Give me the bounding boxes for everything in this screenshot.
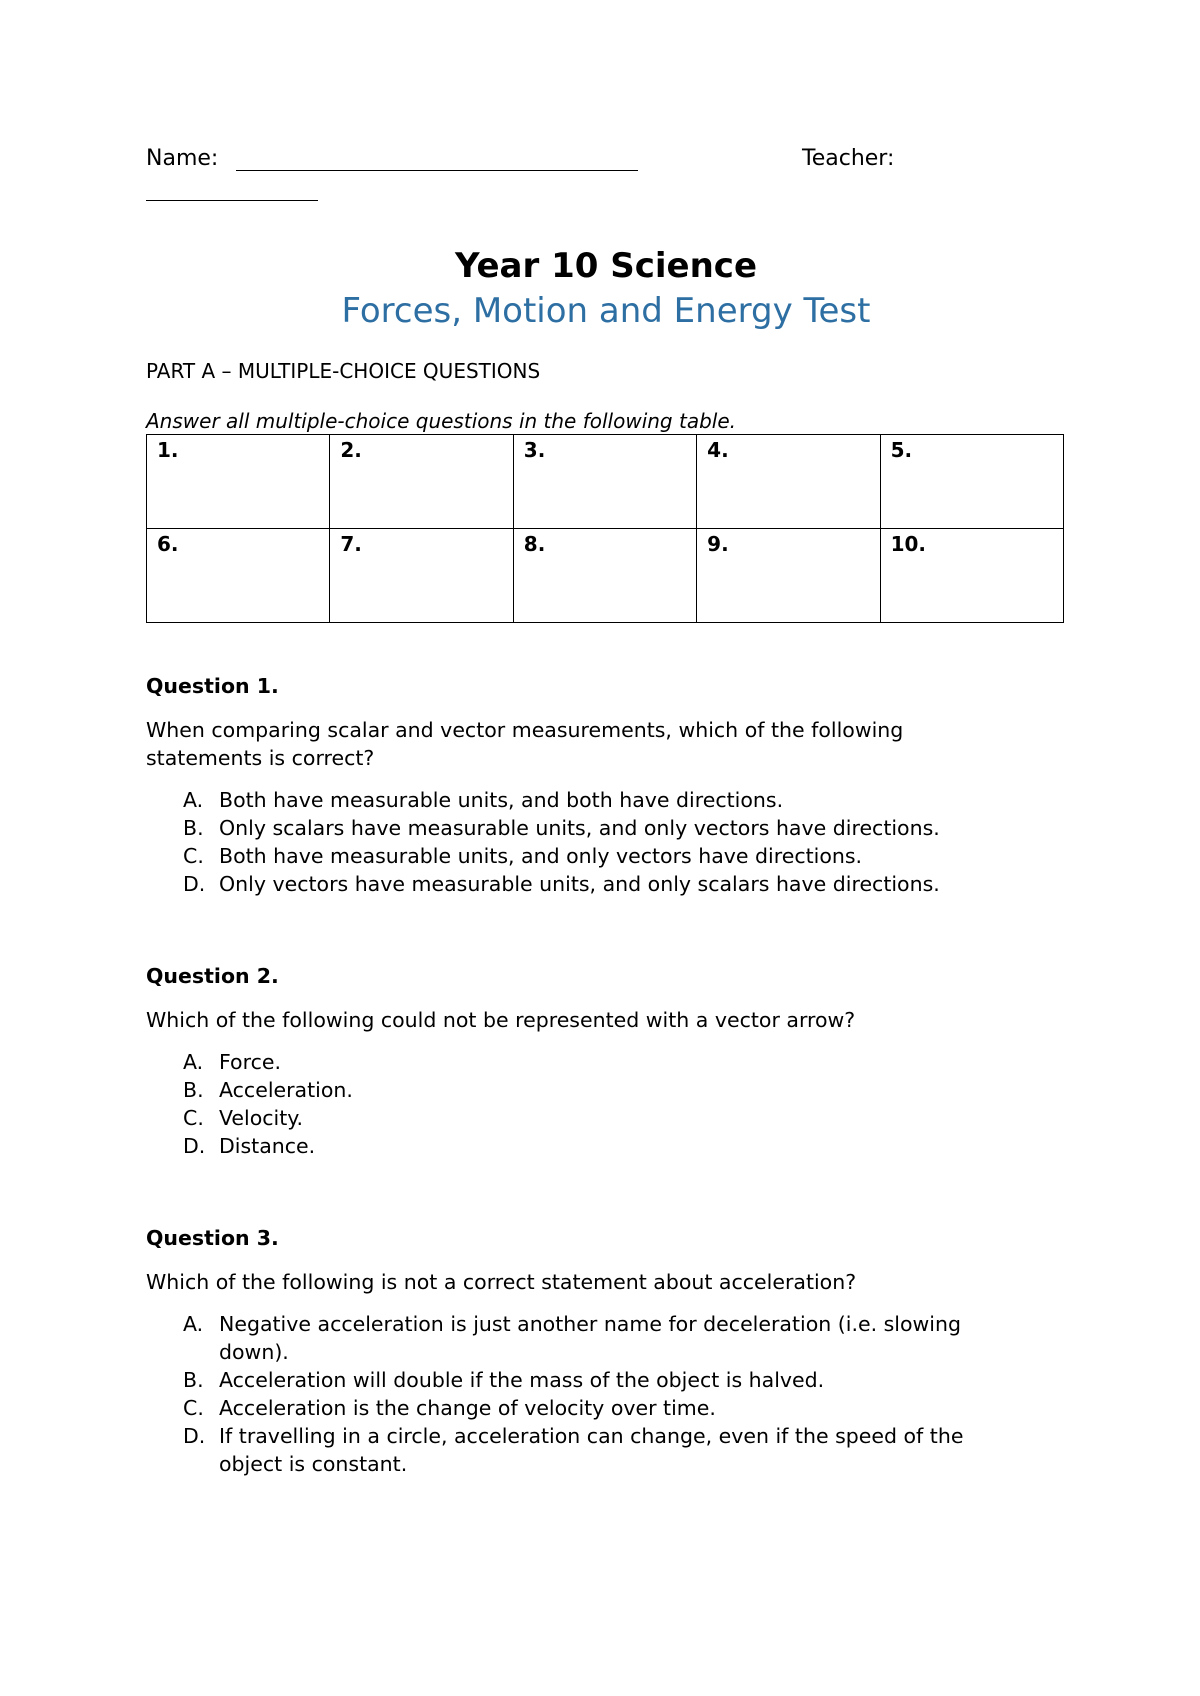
option-text: Only scalars have measurable units, and only vectors have directions. — [219, 816, 940, 840]
option-item[interactable] — [146, 870, 1019, 898]
option-letter: A. — [183, 788, 204, 812]
teacher-label: Teacher: — [802, 146, 895, 171]
option-list — [146, 1048, 1066, 1160]
answer-cell[interactable]: 8. — [513, 529, 696, 623]
option-letter: B. — [183, 1368, 204, 1392]
option-item[interactable] — [146, 814, 1019, 842]
question-3 — [146, 1224, 1066, 1478]
name-blank-line[interactable] — [236, 170, 638, 171]
option-letter: D. — [183, 1424, 206, 1448]
option-text: Acceleration is the change of velocity over time. — [219, 1396, 716, 1420]
answer-table — [146, 434, 1064, 623]
option-item[interactable] — [146, 1048, 1019, 1076]
option-text: Negative acceleration is just another name for deceleration (i.e. slowing down). — [219, 1312, 962, 1364]
question-1 — [146, 672, 1066, 898]
answer-cell[interactable]: 2. — [330, 435, 513, 529]
option-item[interactable] — [146, 1104, 1019, 1132]
name-label: Name: — [146, 146, 219, 171]
option-letter: D. — [183, 872, 206, 896]
answer-cell[interactable]: 9. — [697, 529, 880, 623]
question-text: Which of the following is not a correct statement about acceleration? — [146, 1270, 857, 1294]
option-letter: A. — [183, 1050, 204, 1074]
option-letter: D. — [183, 1134, 206, 1158]
answer-cell[interactable]: 1. — [147, 435, 330, 529]
option-list — [146, 786, 1066, 898]
teacher-blank-line[interactable] — [146, 200, 318, 201]
option-letter: A. — [183, 1312, 204, 1336]
option-item[interactable] — [146, 1422, 1019, 1478]
option-item[interactable] — [146, 1366, 1019, 1394]
answer-cell[interactable]: 5. — [880, 435, 1063, 529]
option-text: Force. — [219, 1050, 281, 1074]
option-item[interactable] — [146, 1394, 1019, 1422]
answer-table-row — [147, 435, 1064, 529]
question-title: Question 2. — [146, 964, 279, 988]
answer-cell[interactable]: 4. — [697, 435, 880, 529]
option-item[interactable] — [146, 1076, 1019, 1104]
option-text: Acceleration. — [219, 1078, 353, 1102]
option-item[interactable] — [146, 1132, 1019, 1160]
answer-cell[interactable]: 6. — [147, 529, 330, 623]
option-item[interactable] — [146, 842, 1019, 870]
option-text: Velocity. — [219, 1106, 304, 1130]
answer-cell[interactable]: 7. — [330, 529, 513, 623]
header-line — [146, 144, 1066, 174]
option-text: Both have measurable units, and only vectors have directions. — [219, 844, 863, 868]
option-text: If travelling in a circle, acceleration can change, even if the speed of the object is constant. — [219, 1424, 964, 1476]
option-letter: C. — [183, 1106, 204, 1130]
question-title: Question 1. — [146, 674, 279, 698]
option-text: Distance. — [219, 1134, 316, 1158]
question-text: When comparing scalar and vector measurements, which of the following statements is correct? — [146, 718, 904, 770]
option-letter: B. — [183, 816, 204, 840]
answer-table-row — [147, 529, 1064, 623]
question-text: Which of the following could not be represented with a vector arrow? — [146, 1008, 856, 1032]
option-text: Only vectors have measurable units, and only scalars have directions. — [219, 872, 940, 896]
option-list — [146, 1310, 1066, 1478]
part-heading: PART A – MULTIPLE-CHOICE QUESTIONS — [146, 359, 541, 383]
page-title: Year 10 Science — [454, 246, 758, 286]
question-title: Question 3. — [146, 1226, 279, 1250]
instructions: Answer all multiple-choice questions in the following table. — [146, 409, 736, 433]
option-item[interactable] — [146, 786, 1019, 814]
option-letter: B. — [183, 1078, 204, 1102]
page-subtitle: Forces, Motion and Energy Test — [341, 291, 871, 331]
answer-cell[interactable]: 10. — [880, 529, 1063, 623]
answer-cell[interactable]: 3. — [513, 435, 696, 529]
option-text: Acceleration will double if the mass of the object is halved. — [219, 1368, 825, 1392]
option-letter: C. — [183, 844, 204, 868]
option-text: Both have measurable units, and both have directions. — [219, 788, 784, 812]
question-2 — [146, 962, 1066, 1160]
option-letter: C. — [183, 1396, 204, 1420]
option-item[interactable] — [146, 1310, 1019, 1366]
